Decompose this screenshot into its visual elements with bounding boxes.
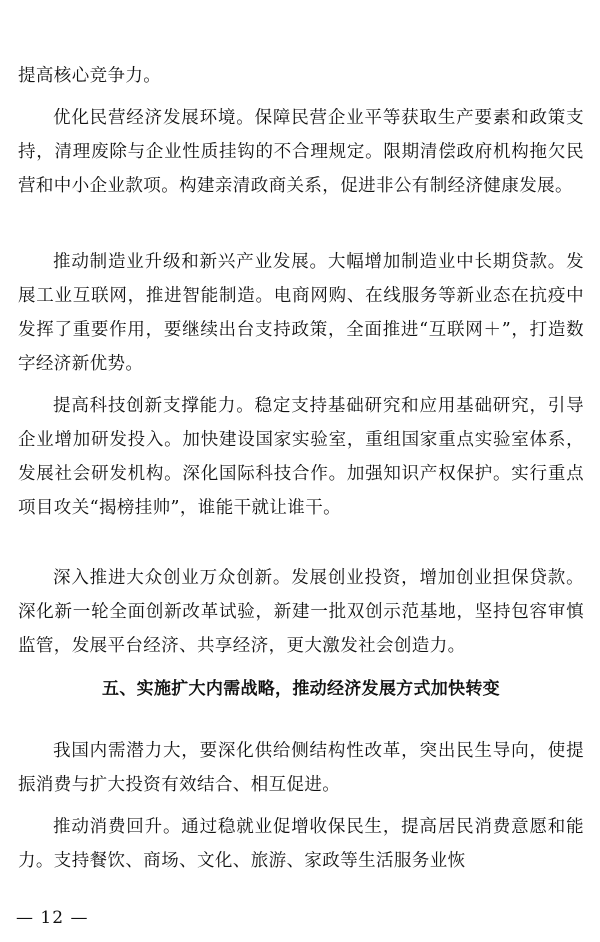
paragraph-consumption-recovery: 推动消费回升。通过稳就业促增收保民生，提高居民消费意愿和能力。支持餐饮、商场、文化、旅游、家政等生活服务业恢: [18, 817, 584, 871]
paragraph-mass-entrepreneurship: 深入推进大众创业万众创新。发展创业投资，增加创业担保贷款。深化新一轮全面创新改革试验，新建一批双创示范基地，坚持包容审慎监管，发展平台经济、共享经济，更大激发社会创造力。: [18, 568, 584, 656]
paragraph-core-competitiveness-end: 提高核心竞争力。: [18, 66, 162, 86]
paragraph-manufacturing-upgrade: 推动制造业升级和新兴产业发展。大幅增加制造业中长期贷款。发展工业互联网，推进智能制造。电商网购、在线服务等新业态在抗疫中发挥了重要作用，要继续出台支持政策，全面推进“互联网＋”，打造数字经济新优势。: [18, 252, 584, 374]
paragraph-domestic-demand: 我国内需潜力大，要深化供给侧结构性改革，突出民生导向，使提振消费与扩大投资有效结合、相互促进。: [18, 741, 584, 795]
paragraph-private-economy: 优化民营经济发展环境。保障民营企业平等获取生产要素和政策支持，清理废除与企业性质挂钩的不合理规定。限期清偿政府机构拖欠民营和中小企业款项。构建亲清政商关系，促进非公有制经济健康发展。: [18, 108, 584, 196]
page-number: — 12 —: [16, 908, 89, 928]
paragraph-sci-tech-innovation: 提高科技创新支撑能力。稳定支持基础研究和应用基础研究，引导企业增加研发投入。加快建设国家实验室，重组国家重点实验室体系，发展社会研发机构。深化国际科技合作。加强知识产权保护。实行重点项目攻关“揭榜挂帅”，谁能干就让谁干。: [18, 396, 584, 518]
section-heading-five: 五、实施扩大内需战略，推动经济发展方式加快转变: [102, 679, 500, 699]
